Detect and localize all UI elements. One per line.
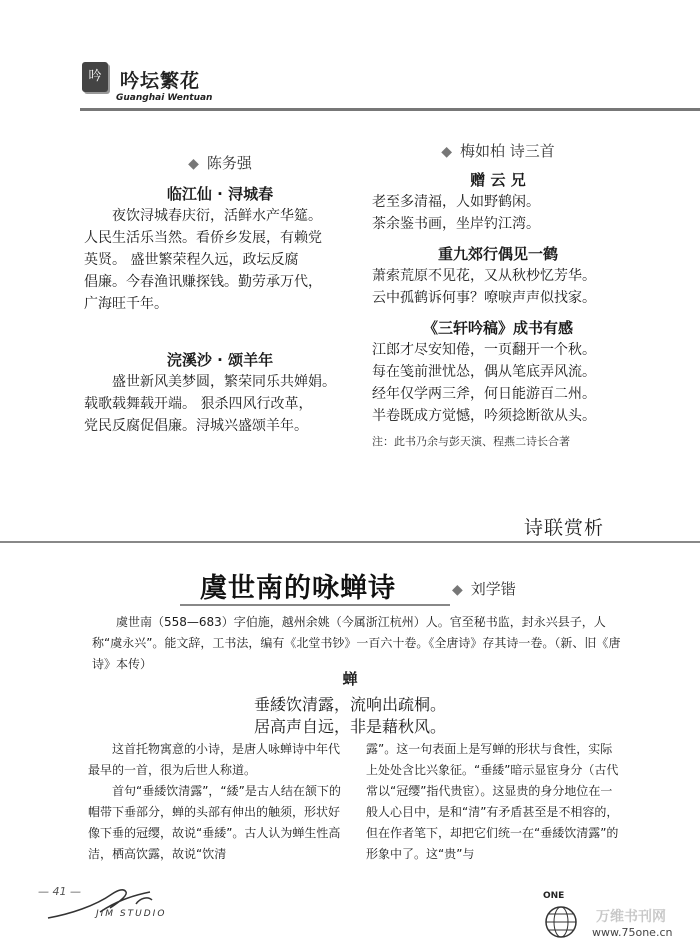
column-pinyin: Guanghai Wentuan [116,93,213,103]
poem-line: 老至多清福，人如野鹤闲。 [372,194,540,210]
section-label: 诗联赏析 [524,517,605,539]
article-author-line [452,578,516,599]
poem-line: 英贤。 盛世繁荣程久远，政坛反腐 [84,252,299,268]
featured-poem-line: 垂緌饮清露，流响出疏桐。 [253,695,446,714]
watermark-site-name: 万维书刊网 [596,909,666,925]
article-paragraph: 首句“垂緌饮清露”，“緌”是古人结在颔下的帽带下垂部分，蝉的头部有伸出的触须，形状好像下垂的冠缨，故说“垂緌”。古人认为蝉生性高洁，栖高饮露，故说“饮清 [88,784,341,861]
article-column-right [366,739,622,865]
poem-line: 广海旺千年。 [84,296,168,312]
poem-line: 倡廉。今春渔讯赚探钱。勤劳承万代， [84,274,322,290]
article-author: 刘学锴 [470,580,516,598]
section-divider [0,541,700,543]
poem-line: 人民生活乐当然。看侨乡发展，有赖党 [84,230,322,246]
header-divider [80,108,700,111]
poem-line: 夜饮浔城春庆衍，活鲜水产华筵。 [112,208,322,224]
title-underline [180,604,450,606]
poem-body [372,339,624,427]
page-number: — 41 — [38,885,81,898]
article-paragraph: 这首托物寓意的小诗，是唐人咏蝉诗中年代最早的一首，很为后世人称道。 [88,742,341,777]
column-logo-icon: 吟 [82,62,108,92]
poem-line: 党民反腐促倡廉。浔城兴盛颂羊年。 [84,418,308,434]
left-author: 陈务强 [206,154,252,172]
article-title: 虞世南的咏蝉诗 [200,573,396,604]
right-poem-column [372,140,624,453]
poem-line: 茶余鉴书画，坐岸钓江湾。 [372,216,540,232]
poem-title: 重九郊行偶见一鹤 [437,245,558,263]
watermark-url: www.75one.cn [592,926,673,939]
author-bio: 虞世南（558—683）字伯施，越州余姚（今属浙江杭州）人。官至秘书监，封永兴县子，人称“虞永兴”。能文辞，工书法，编有《北堂书钞》一百六十卷。《全唐诗》存其诗一卷。（新、旧《唐诗》本传） [92,615,621,671]
poem-title: 浣溪沙 · 颂羊年 [166,351,274,369]
left-author-line [84,152,356,175]
left-poem-column [84,152,356,437]
studio-logo-text: JIM STUDIO [96,909,167,919]
right-author: 梅如柏 诗三首 [460,142,555,160]
poem-line: 每在笺前泄忧怂，偶从笔底弄风流。 [372,364,596,380]
column-title: 吟坛繁花 [120,70,201,92]
featured-poem-line: 居高声自远，非是藉秋风。 [253,717,446,736]
watermark-brand: ONE [543,891,565,901]
featured-poem-title: 蝉 [342,670,358,688]
diamond-icon: ◆ [441,144,452,160]
poem-line: 盛世新风美梦圆，繁荣同乐共婵娟。 [112,374,336,390]
poem-body [372,265,624,309]
poem-body [84,205,356,315]
poem-body [84,371,356,437]
poem-line: 载歌载舞载开端。 狠杀四风行改革， [84,396,313,412]
poem-line: 萧索荒原不见花，又从秋杪忆芳华。 [372,268,596,284]
poem-body [372,191,624,235]
poem-title: 临江仙 · 浔城春 [166,185,274,203]
footnote: 注：此书乃余与彭天演、程燕二诗长合著 [372,435,570,448]
article-paragraph: 露”。这一句表面上是写蝉的形状与食性，实际上处处含比兴象征。“垂緌”暗示显宦身分（古代常以“冠缨”指代贵宦）。这显贵的身分地位在一般人心目中，是和“清”有矛盾甚至是不相容的，但在作者笔下，却把它们统一在“垂緌饮清露”的形象中了。这“贵”与 [366,742,619,861]
diamond-icon: ◆ [188,156,199,172]
right-author-line [372,140,624,163]
poem-line: 江郎才尽安知倦，一页翻开一个秋。 [372,342,596,358]
poem-line: 半卷既成方觉憾，吟须捻断欲从头。 [372,408,596,424]
article-column-left [88,739,342,865]
diamond-icon: ◆ [452,582,463,598]
poem-title: 《三轩吟稿》成书有感 [422,319,573,337]
poem-line: 经年仅学两三斧，何日能游百二州。 [372,386,596,402]
poem-title: 赠 云 兄 [470,171,526,189]
poem-line: 云中孤鹤诉何事？嘹唳声声似找家。 [372,290,596,306]
